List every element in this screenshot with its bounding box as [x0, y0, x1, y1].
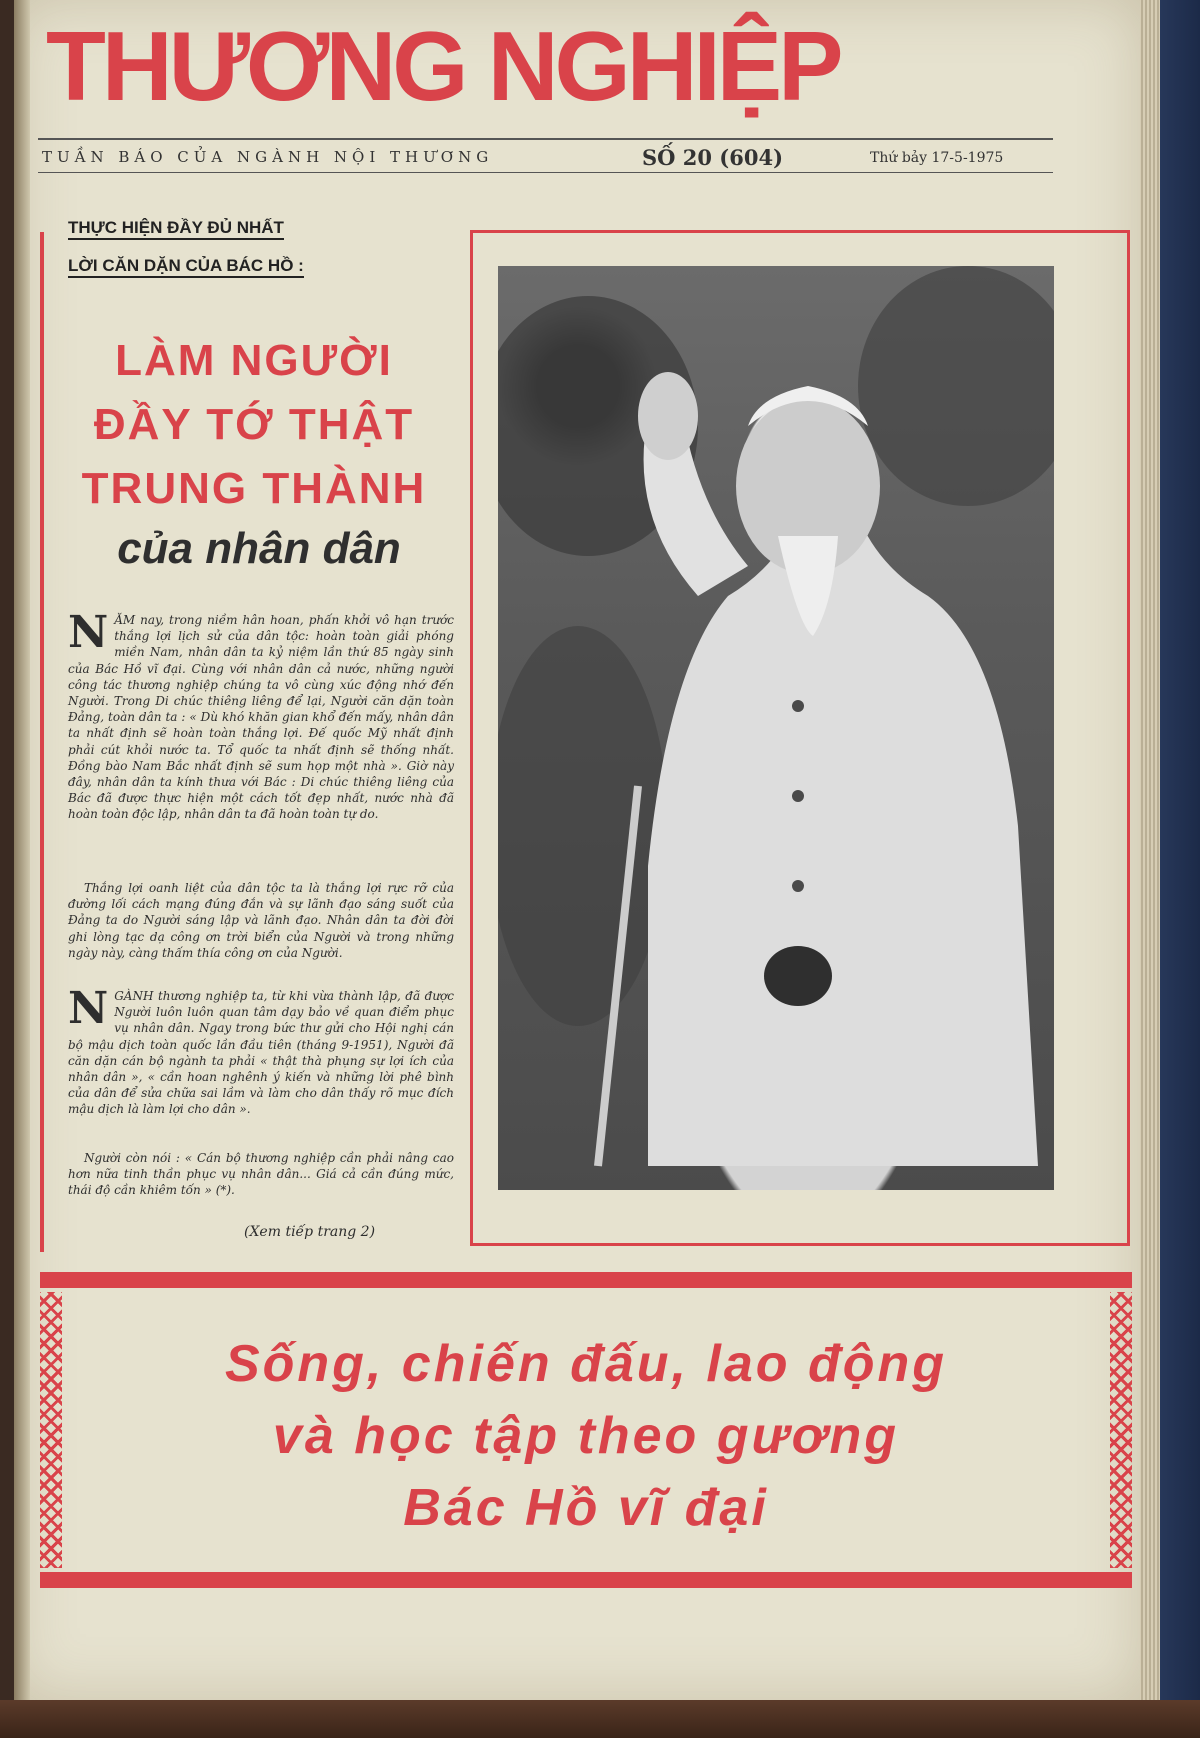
- kicker-line-2: LỜI CĂN DẶN CỦA BÁC HỒ :: [68, 256, 304, 278]
- drop-cap: N: [68, 983, 109, 1034]
- article-paragraph-3: [68, 983, 454, 1118]
- headline-line-1: LÀM NGƯỜI: [115, 336, 393, 385]
- headline-line-3: TRUNG THÀNH: [81, 464, 427, 513]
- paragraph-1-text: ĂM nay, trong niềm hân hoan, phấn khởi vô hạn trước thắng lợi lịch sử của dân tộc: hoàn toàn giải phóng miền Nam, nhân dân ta kỷ niệm lần thứ 85 ngày sinh của Bác Hồ vĩ đại. Cùng với nhân dân cả nước, những người công tác thương nghiệp chúng ta vô cùng xúc động nhớ đến Người. Trong Di chúc thiêng liêng để lại, Người căn dặn toàn Đảng, toàn dân ta : « Dù khó khăn gian khổ đến mấy, nhân dân ta nhất định sẽ hoàn toàn thắng lợi. Đế quốc Mỹ nhất định phải cút khỏi nước ta. Tổ quốc ta nhất định sẽ thống nhất. Đồng bào Nam Bắc nhất định sẽ sum họp một nhà ». Giờ này đây, nhân dân ta kính thưa với Bác : Di chúc thiêng liêng của Bác đã được thực hiện một cách tốt đẹp nhất, nước nhà đã hoàn toàn độc lập, nhân dân ta đã hoàn toàn tự do.: [68, 613, 454, 822]
- banner-top-border: [40, 1272, 1132, 1288]
- article-paragraph-1: [68, 607, 454, 823]
- portrait-photo: [498, 266, 1054, 1190]
- slogan-line-3: Bác Hồ vĩ đại: [403, 1479, 769, 1537]
- slogan-banner: [40, 1272, 1132, 1596]
- banner-bottom-border: [40, 1572, 1132, 1588]
- drop-cap: N: [68, 607, 109, 658]
- left-column-rule: [40, 232, 44, 1252]
- article-paragraph-2: Thắng lợi oanh liệt của dân tộc ta là thắng lợi rực rỡ của đường lối cách mạng đúng đắn và sự lãnh đạo sáng suốt của Đảng ta do Người sáng lập và lãnh đạo. Nhân dân ta đời đời ghi lòng tạc dạ công ơn trời biển của Người và trong những ngày này, càng thấm thía công ơn của Người.: [68, 881, 454, 960]
- header-rule-bottom: [38, 172, 1053, 173]
- table-surface: [0, 1700, 1200, 1738]
- issue-date: Thứ bảy 17-5-1975: [870, 150, 1004, 166]
- paragraph-3-text: GÀNH thương nghiệp ta, từ khi vừa thành lập, đã được Người luôn luôn quan tâm dạy bảo về quan điểm phục vụ nhân dân. Ngay trong bức thư gửi cho Hội nghị cán bộ mậu dịch toàn quốc lần đầu tiên (tháng 9-1951), Người đã căn dặn cán bộ ngành ta phải « thật thà phụng sự lợi ích của nhân dân », « cần hoan nghênh ý kiến và những lời phê bình của dân để sửa chữa sai lầm và làm cho dân thấy rõ mục đích mậu dịch là làm lợi cho dân ».: [68, 989, 454, 1117]
- masthead: THƯƠNG NGHIỆP: [46, 11, 840, 121]
- tagline: TUẦN BÁO CỦA NGÀNH NỘI THƯƠNG: [42, 148, 494, 166]
- binding-edge: [14, 0, 30, 1700]
- slogan-line-1: Sống, chiến đấu, lao động: [224, 1335, 948, 1393]
- kicker-line-1: THỰC HIỆN ĐẦY ĐỦ NHẤT: [68, 218, 284, 240]
- article-paragraph-4: Người còn nói : « Cán bộ thương nghiệp cần phải nâng cao hơn nữa tinh thần phục vụ nhân dân... Giá cả cần đúng mức, thái độ cần khiêm tốn » (*).: [68, 1151, 454, 1198]
- headline-line-2: ĐẦY TỚ THẬT: [93, 400, 415, 449]
- slogan-line-2: và học tập theo gương: [272, 1407, 900, 1465]
- issue-number: SỐ 20 (604): [642, 145, 784, 170]
- header-rule-top: [38, 138, 1053, 140]
- portrait-illustration: [498, 266, 1054, 1190]
- newspaper-page: [14, 0, 1140, 1700]
- continued-note: (Xem tiếp trang 2): [244, 1224, 376, 1240]
- headline-subline: của nhân dân: [117, 524, 401, 573]
